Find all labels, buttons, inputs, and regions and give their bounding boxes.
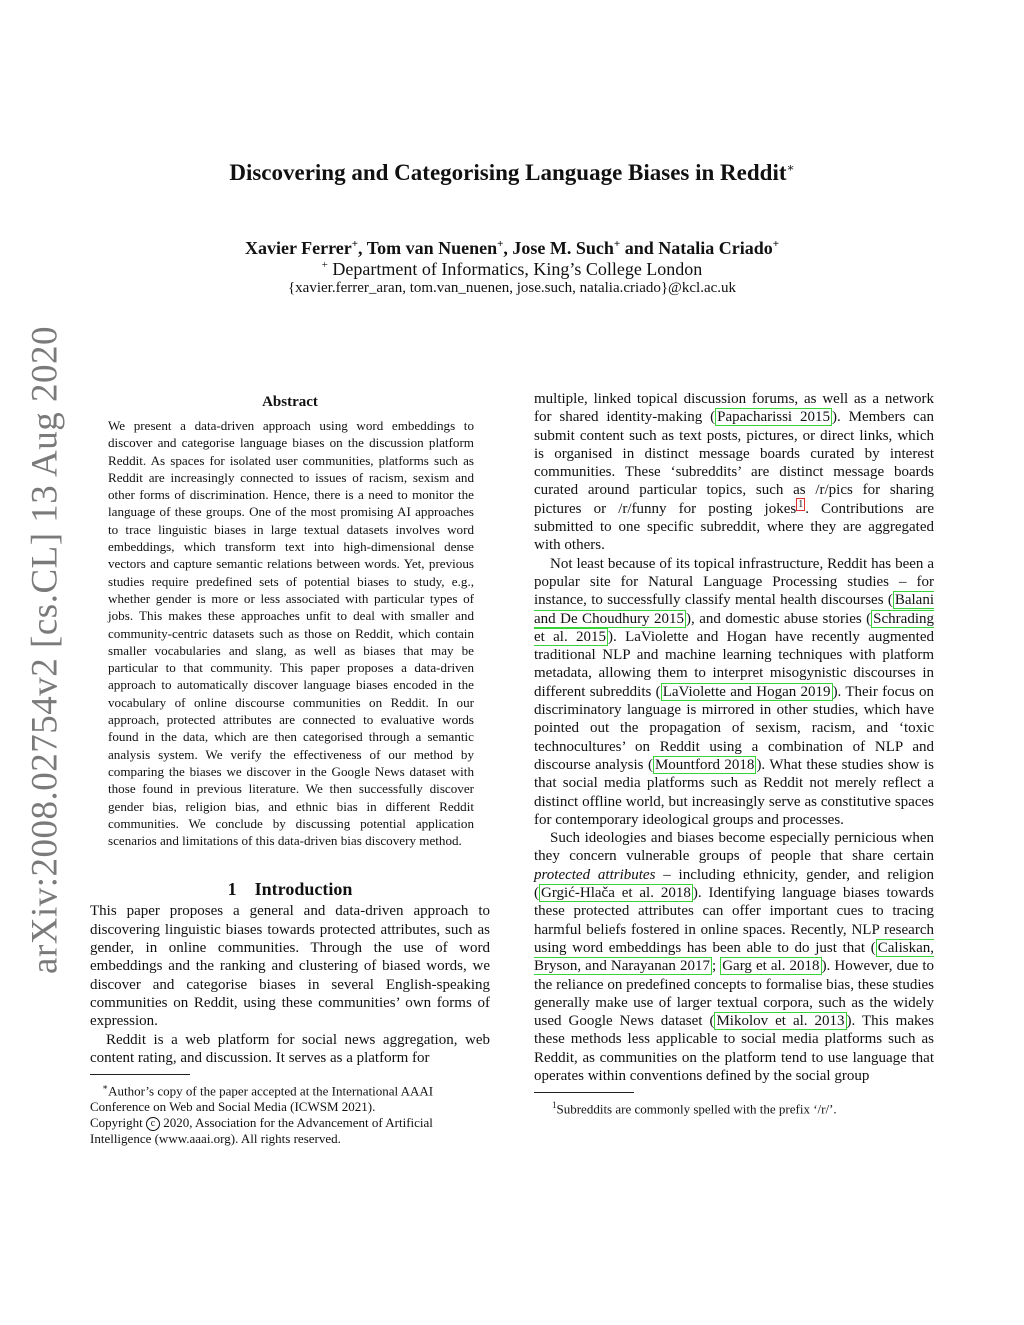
left-column <box>90 390 490 1147</box>
footnote-author-copy <box>90 1079 490 1115</box>
text-run: ). Identifying language biases towards these protected attributes can offer important cues to tracing harmful beliefs fostered in online spaces. Recently, NLP research using word embeddings has been able to do just that ( <box>534 885 934 956</box>
intro-paragraph-1: This paper proposes a general and data-driven approach to discovering linguistic biases towards protected attributes, such as gender, in online communities. Through the use of word embeddings and the ranking and clustering of biased words, we discover and categorise biases in several English-speaking communities on Reddit, using these communities’ own forms of expression. <box>90 903 490 1030</box>
citation-link[interactable]: Mountford 2018 <box>654 756 755 773</box>
paper-title <box>0 160 1024 186</box>
citation-link[interactable]: Schrading et al. 2015 <box>534 610 934 645</box>
citation-link[interactable]: Mikolov et al. 2013 <box>716 1013 845 1030</box>
copyright-icon: c <box>146 1117 160 1131</box>
text-run: ; <box>711 958 721 975</box>
intro-paragraph-2: Reddit is a web platform for social news aggregation, web content rating, and discussion. It serves as a platform for <box>90 1031 490 1066</box>
author: Xavier Ferrer <box>244 238 352 258</box>
text-run: Such ideologies and biases become especially pernicious when they concern vulnerable groups of people that share certain <box>534 830 934 865</box>
footnote-copyright <box>90 1115 490 1147</box>
text-run: ). This makes these methods less applicable to social media platforms such as Reddit, as communities on the platform tend to use language that operates within conventions defined by the social group <box>534 1013 934 1084</box>
body-paragraph <box>534 555 934 829</box>
text-run: ), and domestic abuse stories ( <box>686 610 872 627</box>
emphasized-term: protected attributes <box>534 866 656 883</box>
arxiv-sidebar <box>20 326 70 974</box>
copyright-label: Copyright <box>90 1115 143 1131</box>
text-run: ). LaViolette and Hogan have recently augmented traditional NLP and machine learning techniques with platform metadata, allowing them to interpret misogynistic discourses in different subreddits ( <box>534 628 935 700</box>
author-separator: , <box>503 238 513 258</box>
citation-link[interactable]: Balani and De Choudhury 2015 <box>534 592 934 627</box>
author: Jose M. Such <box>512 238 614 258</box>
text-run: ). What these studies show is that social media platforms such as Reddit not merely reflect a distinct offline world, but increasingly serve as constitutive spaces for contemporary ideological groups and processes. <box>534 756 934 828</box>
citation-link[interactable]: Garg et al. 2018 <box>722 958 820 975</box>
section-heading-introduction <box>90 879 490 900</box>
right-column <box>534 390 934 1118</box>
text-run: ). Their focus on discriminatory language is mirrored in other studies, which have pointed out the propagation of sexism, racism, and ‘toxic technocultures’ on Reddit using a combination of NLP and discourse analysis ( <box>534 683 934 773</box>
text-run: . Contributions are submitted to one specific subreddit, where they are aggregated with others. <box>534 500 934 554</box>
citation-link[interactable]: LaViolette and Hogan 2019 <box>662 683 831 700</box>
author-affiliation-mark: + <box>613 238 621 250</box>
author-emails: {xavier.ferrer_aran, tom.van_nuenen, jose.such, natalia.criado}@kcl.ac.uk <box>287 280 737 296</box>
affiliation-mark: + <box>321 259 328 271</box>
section-number: 1 <box>227 879 237 900</box>
author-separator: , <box>358 238 367 258</box>
footnote-divider <box>90 1074 190 1075</box>
text-run: multiple, linked topical discussion forums, as well as a network for shared identity-making ( <box>534 391 934 426</box>
section-heading-text: Introduction <box>254 879 353 900</box>
citation-link[interactable]: Papacharissi 2015 <box>717 409 830 426</box>
text-run: Not least because of its topical infrastructure, Reddit has been a popular site for Natural Language Processing studies – for instance, to successfully classify mental health discourses ( <box>534 555 934 609</box>
paper-title-text: Discovering and Categorising Language Biases in Reddit <box>229 160 787 185</box>
citation-link[interactable]: Caliskan, Bryson, and Narayanan 2017 <box>534 939 934 975</box>
text-run: – including ethnicity, gender, and religion ( <box>534 866 934 902</box>
author-affiliation-mark: + <box>772 238 779 250</box>
text-run: ). However, due to the reliance on predefined concepts to formalise bias, these studies generally make use of larger textual corpora, such as the widely used Google News dataset ( <box>534 958 934 1030</box>
abstract-heading: Abstract <box>262 394 318 410</box>
citation-link[interactable]: Grgić-Hlača et al. 2018 <box>541 885 691 902</box>
footnote-link[interactable]: 1 <box>798 498 804 510</box>
author: Natalia Criado <box>658 238 773 258</box>
body-paragraph <box>534 390 934 555</box>
footnote-mark: ∗ <box>102 1082 109 1093</box>
title-footnote-mark: ∗ <box>786 160 795 175</box>
body-paragraph <box>534 829 934 1085</box>
author-affiliation-mark: + <box>497 238 504 250</box>
author-affiliation-mark: + <box>351 238 359 250</box>
copyright-text: 2020, Association for the Advancement of Artificial Intelligence (www.aaai.org). All rights reserved. <box>90 1115 433 1147</box>
abstract-text: We present a data-driven approach using word embeddings to discover and categorise language biases on the discussion platform Reddit. As spaces for isolated user communities, platforms such as Reddit are increasingly connected to issues of racism, sexism and other forms of discrimination. Hence, there is a need to monitor the language of these groups. One of the most promising AI approaches to trace linguistic biases in large textual datasets involves word embeddings, which transform text into high-dimensional dense vectors and capture semantic relations between words. Yet, previous studies require predefined sets of potential biases to study, e.g., whether gender is more or less associated with particular types of jobs. This makes these approaches unfit to deal with smaller and community-centric datasets such as those on Reddit, which contain smaller vocabularies and slang, as well as biases that may be particular to that community. This paper proposes a data-driven approach to automatically discover language biases encoded in the vocabulary of online discourse communities on Reddit. In our approach, protected attributes are connected to evaluative words found in the data, which are then categorised through a semantic analysis system. We verify the effectiveness of our method by comparing the biases we discover in the Google News dataset with those found in previous literature. We then successfully discover gender bias, religion bias, and ethnic bias in different Reddit communities. We conclude by discussing potential application scenarios and limitations of this data-driven bias discovery method. <box>108 418 474 849</box>
footnote-divider <box>534 1092 634 1093</box>
author: Tom van Nuenen <box>366 238 498 258</box>
footnote-subreddits <box>534 1097 934 1117</box>
footnote-text: Subreddits are commonly spelled with the prefix ‘/r/’. <box>556 1101 837 1117</box>
author-separator: and <box>620 238 659 258</box>
affiliation <box>0 259 1024 280</box>
footnote-mark: 1 <box>552 1100 557 1111</box>
affiliation-text: Department of Informatics, King’s College London <box>327 259 703 279</box>
arxiv-identifier: arXiv:2008.02754v2 [cs.CL] 13 Aug 2020 <box>24 326 66 974</box>
author-list <box>0 238 1024 259</box>
footnote-text: Author’s copy of the paper accepted at the International AAAI Conference on Web and Social Media (ICWSM 2021). <box>90 1083 434 1115</box>
text-run: ). Members can submit content such as text posts, pictures, or direct links, which is organised in distinct message boards curated by interest communities. These ‘subreddits’ are distinct message boards curated around particular topics, such as /r/pics for sharing pictures or /r/funny for posting jokes <box>534 409 934 517</box>
